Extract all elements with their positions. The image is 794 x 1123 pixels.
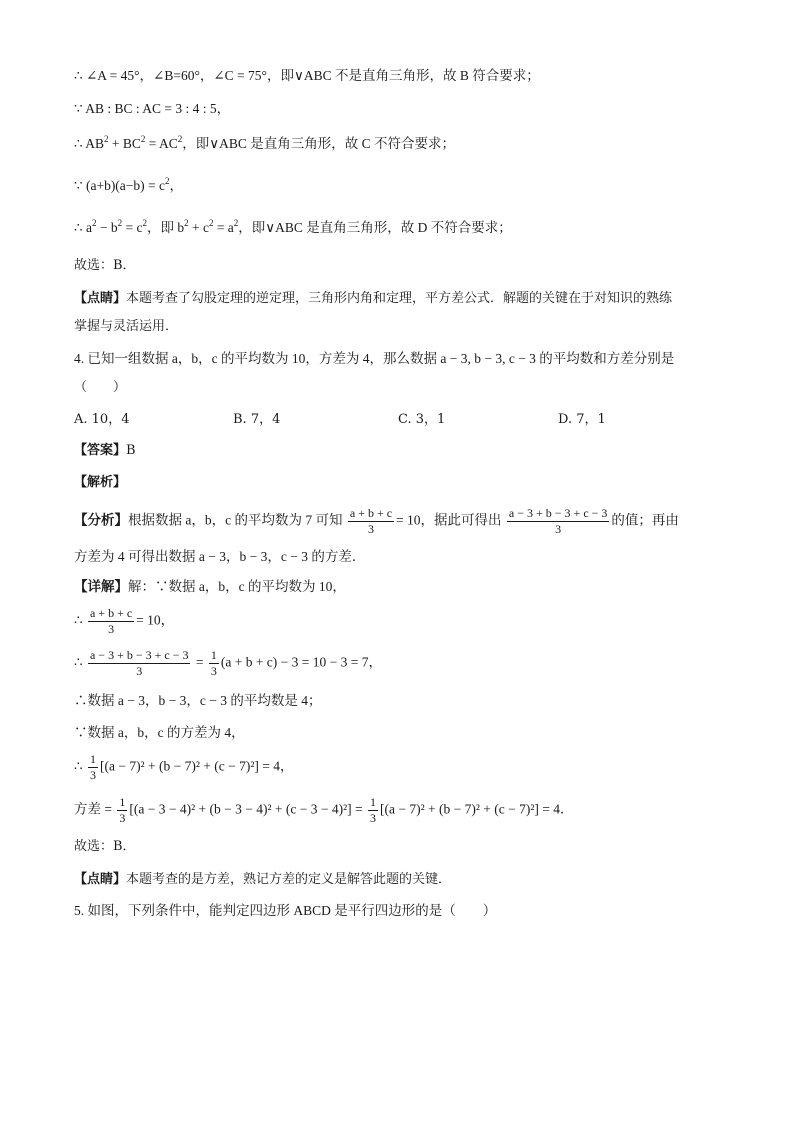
line-pythagoras: ∴ $AB^2 + BC^2 = AC^2$，即∨ABC 是直角三角形，故 C 不符合要求； xyxy=(74,134,456,151)
note-q3: 【点睛】本题考查了勾股定理的逆定理，三角形内角和定理，平方差公式．解题的关键在于对知识的熟练 xyxy=(74,291,673,306)
equation-shifted-mean: ∴ $\frac{a - 3 + b - 3 + c - 3}{3}$ = $\frac{1}{3}$ (a + b + c) − 3 = 10 − 3 = 7， xyxy=(74,648,382,678)
option-a: A. 10，4 xyxy=(74,412,130,427)
answer: 【答案】B xyxy=(74,443,136,458)
equation-variance: ∴ $\frac{1}{3}$ [(a − 7)² + (b − 7)² + (c − 7)²] = 4， xyxy=(74,752,294,782)
question-5: 5. 如图，下列条件中，能判定四边形 ABCD 是平行四边形的是（ ） xyxy=(74,903,497,918)
question-4: 4. 已知一组数据 a，b，c 的平均数为 10，方差为 4，那么数据 a − 3, b − 3, c − 3 的平均数和方差分别是 xyxy=(74,351,675,366)
detail-start: 【详解】解：∵数据 a，b，c 的平均数为 10， xyxy=(74,579,346,594)
line-choose-b: 故选：B． xyxy=(74,258,136,273)
fraction-shifted-mean: $\frac{a - 3 + b - 3 + c - 3}{3}$ xyxy=(508,506,608,536)
analysis-summary: 【分析】根据数据 a，b，c 的平均数为 7 可知 $\frac{a + b + c}{3}$ = 10，据此可得出 $\frac{a - 3 + b - 3 + c - 3}{3}$ 的值；再由 xyxy=(74,506,679,536)
line-difference: ∴ $a^2 - b^2 = c^2$，即 $b^2 + c^2 = a^2$，即∨ABC 是直角三角形，故 D 不符合要求； xyxy=(74,218,512,235)
analysis-heading: 【解析】 xyxy=(74,475,127,490)
note-q4: 【点睛】本题考查的是方差，熟记方差的定义是解答此题的关键． xyxy=(74,872,452,887)
question-4-paren: （ ） xyxy=(74,380,127,395)
line-choose-b-2: 故选：B． xyxy=(74,839,136,854)
analysis-summary-cont: 方差为 4 可得出数据 a − 3，b − 3，c − 3 的方差． xyxy=(74,549,366,564)
line-variance-given: ∵数据 a，b，c 的方差为 4， xyxy=(74,725,245,740)
equation-mean: ∴ $\frac{a + b + c}{3}$ = 10， xyxy=(74,606,175,636)
line-product: ∵ $(a+b)(a-b) = c^2$， xyxy=(74,176,184,193)
equation-variance-result: 方差 = $\frac{1}{3}$ [(a − 3 − 4)² + (b − 3 − 4)² + (c − 3 − 4)²] = $\frac{1}{3}$ [(a − 7)² + (b − 7)² + (c − 7)²] = 4． xyxy=(74,795,574,825)
note-tag: 【点睛】 xyxy=(74,291,127,306)
line-ratio: ∵ AB : BC : AC = 3 : 4 : 5， xyxy=(74,101,231,116)
line-mean-result: ∴数据 a − 3，b − 3，c − 3 的平均数是 4； xyxy=(74,693,322,708)
line-angles: ∴ ∠A = 45°，∠B=60°，∠C = 75°，即∨ABC 不是直角三角形，故 B 符合要求； xyxy=(74,68,540,83)
fraction-mean: $\frac{a + b + c}{3}$ xyxy=(349,506,393,536)
option-c: C. 3，1 xyxy=(398,412,446,427)
option-d: D. 7，1 xyxy=(558,412,606,427)
note-q3-cont: 掌握与灵活运用． xyxy=(74,319,179,334)
option-b: B. 7，4 xyxy=(233,412,281,427)
